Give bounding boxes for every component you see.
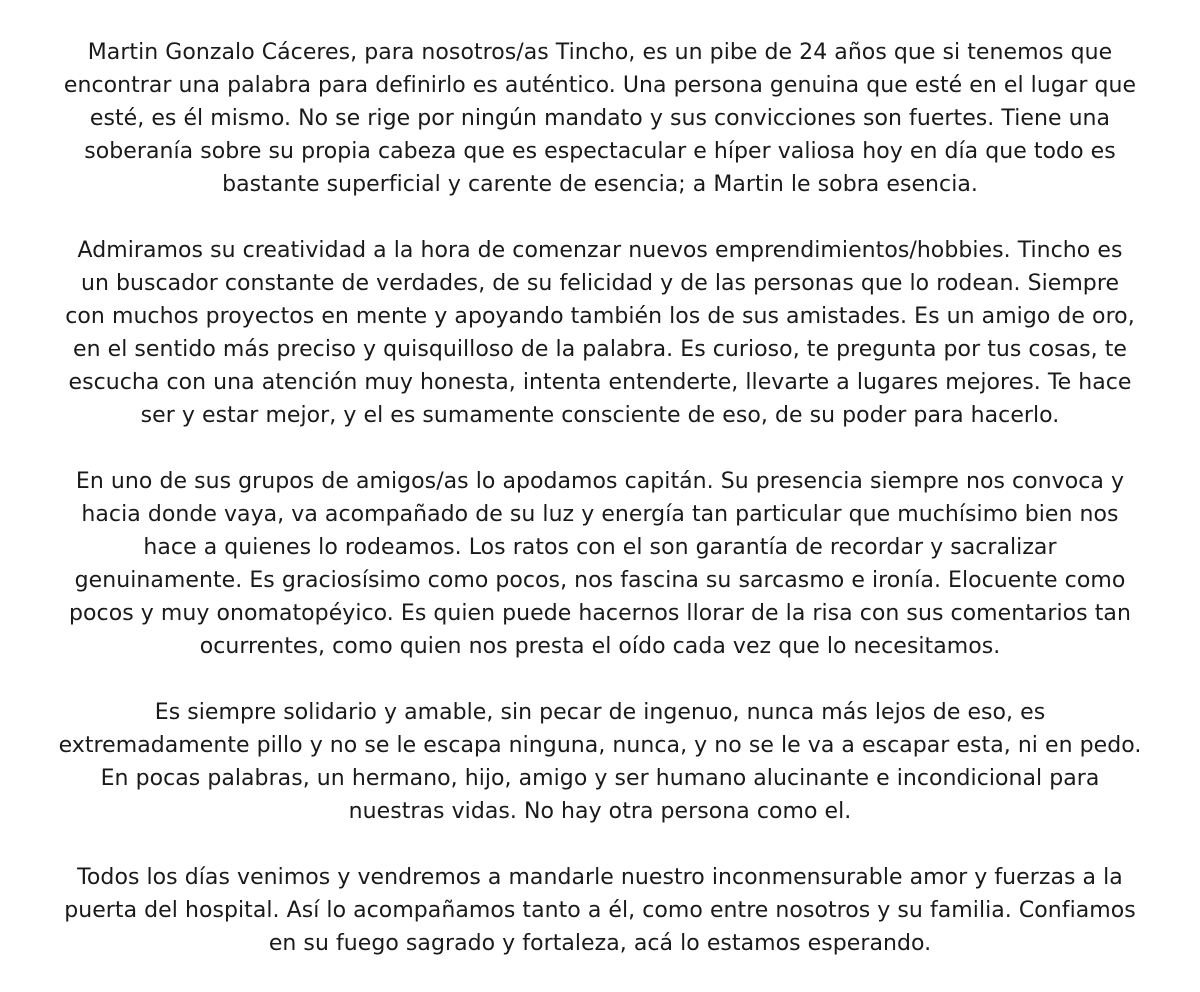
text-line: esté, es él mismo. No se rige por ningún mandato y sus convicciones son fuertes. Tiene una <box>89 106 1111 131</box>
paragraph-3 <box>40 465 1160 663</box>
text-line: soberanía sobre su propia cabeza que es espectacular e híper valiosa hoy en día que todo es <box>84 139 1116 164</box>
text-line: un buscador constante de verdades, de su felicidad y de las personas que lo rodean. Siempre <box>80 271 1120 296</box>
paragraph-5 <box>40 861 1160 960</box>
text-line: Es siempre solidario y amable, sin pecar de ingenuo, nunca más lejos de eso, es <box>154 700 1046 725</box>
text-line: puerta del hospital. Así lo acompañamos tanto a él, como entre nosotros y su familia. Confiamos <box>64 898 1136 923</box>
text-line: con muchos proyectos en mente y apoyando también los de sus amistades. Es un amigo de oro, <box>65 304 1135 329</box>
text-line: encontrar una palabra para definirlo es auténtico. Una persona genuina que esté en el lugar que <box>63 73 1137 98</box>
text-line: en su fuego sagrado y fortaleza, acá lo estamos esperando. <box>268 931 932 956</box>
text-line: pocos y muy onomatopéyico. Es quien puede hacernos llorar de la risa con sus comentarios tan <box>69 601 1131 626</box>
paragraph-4 <box>40 696 1160 828</box>
text-line: En pocas palabras, un hermano, hijo, amigo y ser humano alucinante e incondicional para <box>100 766 1100 791</box>
text-line: Martin Gonzalo Cáceres, para nosotros/as Tincho, es un pibe de 24 años que si tenemos que <box>87 40 1113 65</box>
text-line: nuestras vidas. No hay otra persona como el. <box>348 799 852 824</box>
text-line: escucha con una atención muy honesta, intenta entenderte, llevarte a lugares mejores. Te hace <box>68 370 1132 395</box>
text-line: ocurrentes, como quien nos presta el oído cada vez que lo necesitamos. <box>199 634 1001 659</box>
text-line: extremadamente pillo y no se le escapa ninguna, nunca, y no se le va a escapar esta, ni en pedo. <box>58 733 1142 758</box>
text-line: Admiramos su creatividad a la hora de comenzar nuevos emprendimientos/hobbies. Tincho es <box>77 238 1123 263</box>
text-line: bastante superficial y carente de esencia; a Martin le sobra esencia. <box>222 172 978 197</box>
text-line: En uno de sus grupos de amigos/as lo apodamos capitán. Su presencia siempre nos convoca y <box>75 469 1125 494</box>
text-line: ser y estar mejor, y el es sumamente consciente de eso, de su poder para hacerlo. <box>140 403 1060 428</box>
paragraph-2 <box>40 234 1160 432</box>
paragraph-1 <box>40 36 1160 201</box>
text-line: Todos los días venimos y vendremos a mandarle nuestro inconmensurable amor y fuerzas a la <box>77 865 1123 890</box>
text-line: genuinamente. Es graciosísimo como pocos, nos fascina su sarcasmo e ironía. Elocuente como <box>74 568 1126 593</box>
text-line: hace a quienes lo rodeamos. Los ratos con el son garantía de recordar y sacralizar <box>143 535 1057 560</box>
text-line: hacia donde vaya, va acompañado de su luz y energía tan particular que muchísimo bien nos <box>81 502 1119 527</box>
text-line: en el sentido más preciso y quisquilloso de la palabra. Es curioso, te pregunta por tus cosas, te <box>72 337 1127 362</box>
